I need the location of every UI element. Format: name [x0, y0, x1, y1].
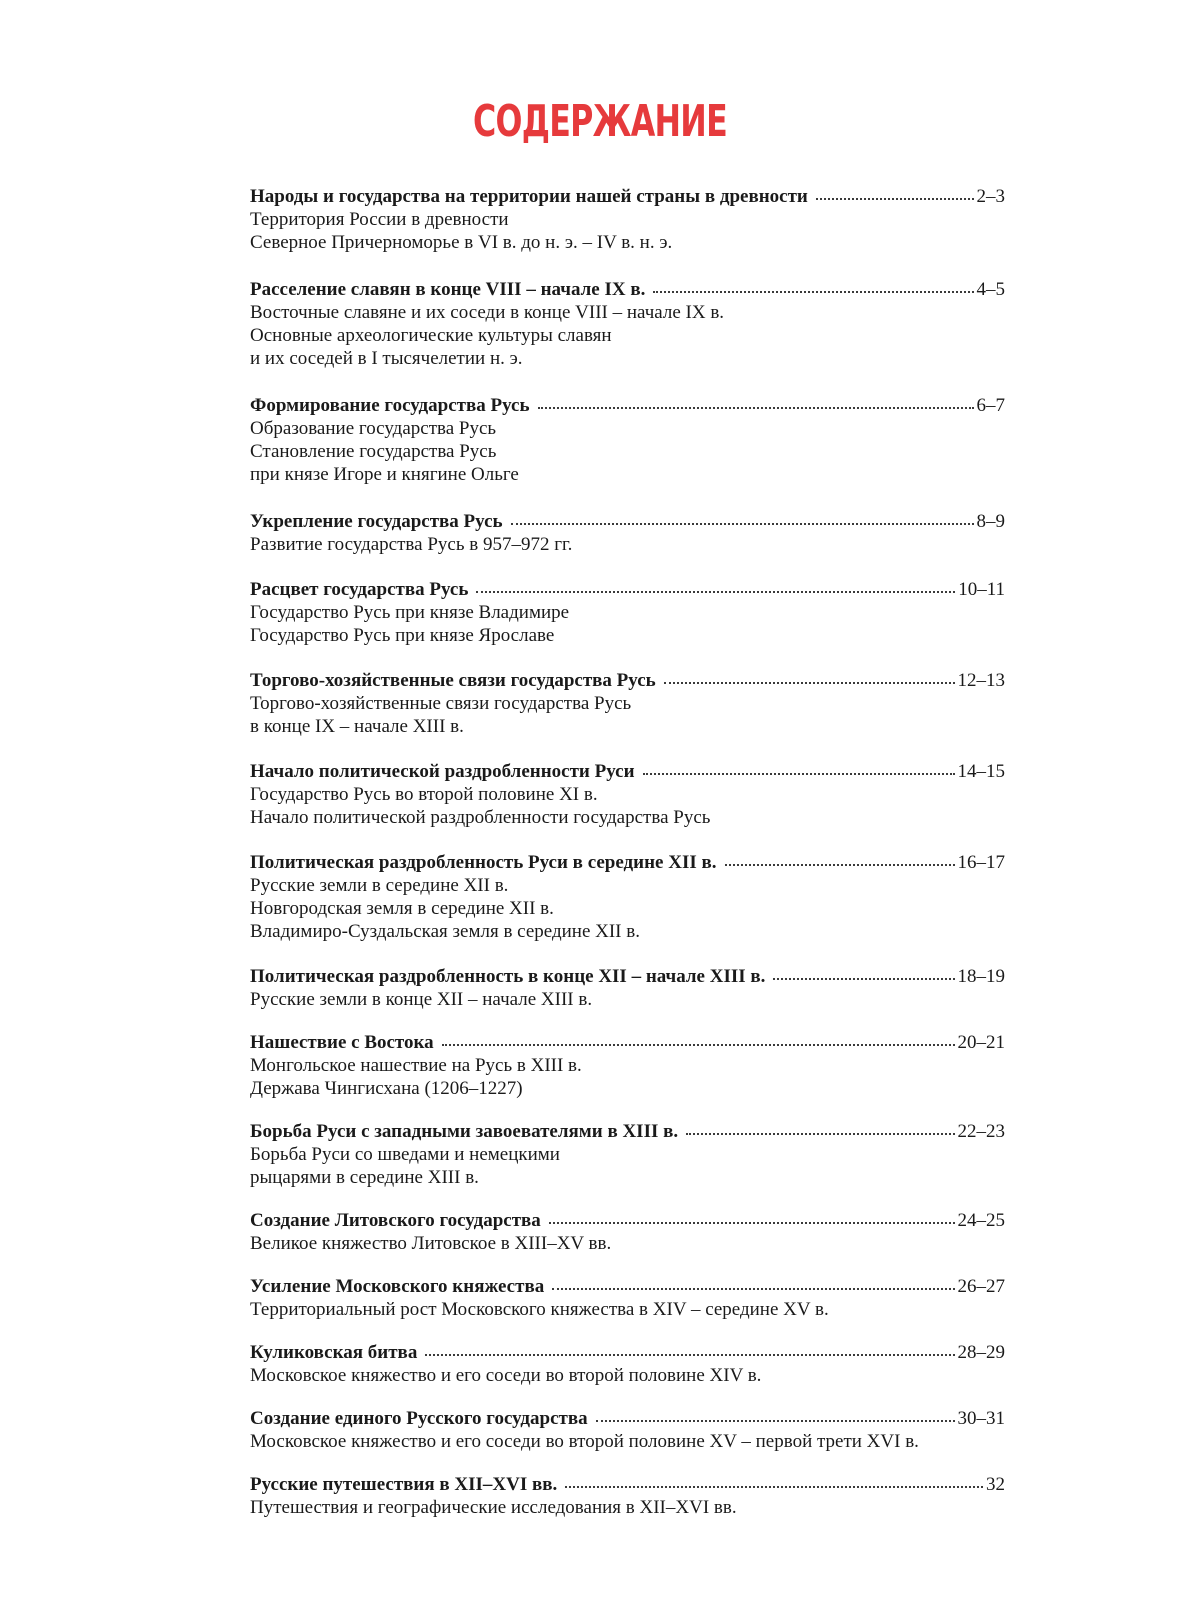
toc-page-numbers: 32 [986, 1474, 1005, 1495]
toc-entry-title: Торгово-хозяйственные связи государства Русь [250, 670, 656, 691]
toc-subentry: Московское княжество и его соседи во второй половине XV – первой трети XVI в. [250, 1431, 919, 1452]
toc-section [250, 1473, 1005, 1519]
toc-subentry: Начало политической раздробленности государства Русь [250, 807, 711, 828]
toc-entry-title: Укрепление государства Русь [250, 511, 503, 532]
toc-page-numbers: 6–7 [976, 395, 1005, 416]
toc-entry-title: Куликовская битва [250, 1342, 418, 1363]
toc-entry[interactable] [250, 278, 1005, 301]
page-title: СОДЕРЖАНИЕ [472, 96, 728, 147]
dot-leader [549, 1220, 955, 1224]
toc-entry[interactable] [250, 185, 1005, 208]
toc-section [250, 1407, 1005, 1453]
toc-section [250, 1341, 1005, 1387]
toc-entry-title: Формирование государства Русь [250, 395, 530, 416]
toc-entry-title: Политическая раздробленность Руси в середине XII в. [250, 852, 717, 873]
toc-entry[interactable] [250, 1473, 1005, 1496]
toc-page-numbers: 22–23 [957, 1121, 1005, 1142]
toc-entry[interactable] [250, 578, 1005, 601]
toc-section [250, 965, 1005, 1011]
toc-subentry: Борьба Руси со шведами и немецкими [250, 1144, 560, 1165]
toc-subentry: в конце IX – начале XIII в. [250, 716, 464, 737]
toc-subentry: Великое княжество Литовское в XIII–XV вв. [250, 1233, 612, 1254]
toc-section [250, 185, 1005, 254]
toc-section [250, 1209, 1005, 1255]
toc-section [250, 278, 1005, 370]
toc-entry[interactable] [250, 669, 1005, 692]
toc-subentry: Образование государства Русь [250, 418, 497, 439]
toc-entry[interactable] [250, 760, 1005, 783]
toc-entry-title: Народы и государства на территории нашей страны в древности [250, 186, 808, 207]
toc-entry-title: Усиление Московского княжества [250, 1276, 545, 1297]
toc-page-numbers: 18–19 [957, 966, 1005, 987]
toc-subentry: Держава Чингисхана (1206–1227) [250, 1078, 523, 1099]
toc-entry[interactable] [250, 1407, 1005, 1430]
toc-page-numbers: 24–25 [957, 1210, 1005, 1231]
toc-page-numbers: 4–5 [976, 279, 1005, 300]
toc-entry-title: Борьба Руси с западными завоевателями в XIII в. [250, 1121, 679, 1142]
dot-leader [643, 771, 955, 775]
toc-subentry: Путешествия и географические исследования в XII–XVI вв. [250, 1497, 737, 1518]
toc-subentry: Восточные славяне и их соседи в конце VIII – начале IX в. [250, 302, 725, 323]
dot-leader [565, 1484, 983, 1488]
toc-section [250, 1031, 1005, 1100]
dot-leader [816, 196, 974, 200]
dot-leader [664, 680, 955, 684]
toc-entry-title: Начало политической раздробленности Руси [250, 761, 635, 782]
dot-leader [511, 521, 974, 525]
toc-page-numbers: 16–17 [957, 852, 1005, 873]
toc-subentry: Государство Русь во второй половине XI в. [250, 784, 598, 805]
toc-subentry: Монгольское нашествие на Русь в XIII в. [250, 1055, 582, 1076]
toc-subentry: рыцарями в середине XIII в. [250, 1167, 479, 1188]
toc-entry-title: Расселение славян в конце VIII – начале IX в. [250, 279, 646, 300]
toc-subentry: Русские земли в середине XII в. [250, 875, 509, 896]
toc-subentry: при князе Игоре и княгине Ольге [250, 464, 519, 485]
toc-section [250, 510, 1005, 556]
toc-entry[interactable] [250, 510, 1005, 533]
toc-entry-title: Политическая раздробленность в конце XII – начале XIII в. [250, 966, 766, 987]
toc-entry[interactable] [250, 1209, 1005, 1232]
toc-entry-title: Создание единого Русского государства [250, 1408, 588, 1429]
dot-leader [773, 976, 954, 980]
toc-subentry: Новгородская земля в середине XII в. [250, 898, 554, 919]
toc-entry[interactable] [250, 1341, 1005, 1364]
toc-entry[interactable] [250, 1275, 1005, 1298]
toc-entry[interactable] [250, 394, 1005, 417]
toc-page-numbers: 8–9 [976, 511, 1005, 532]
toc-subentry: Территория России в древности [250, 209, 509, 230]
toc-entry-title: Создание Литовского государства [250, 1210, 541, 1231]
toc-subentry: Торгово-хозяйственные связи государства Русь [250, 693, 632, 714]
toc-entry[interactable] [250, 965, 1005, 988]
table-of-contents [250, 165, 1005, 1519]
dot-leader [686, 1131, 954, 1135]
toc-entry[interactable] [250, 1031, 1005, 1054]
dot-leader [552, 1286, 954, 1290]
dot-leader [596, 1418, 955, 1422]
toc-page-numbers: 2–3 [976, 186, 1005, 207]
dot-leader [725, 862, 955, 866]
toc-section [250, 1275, 1005, 1321]
toc-page-numbers: 12–13 [957, 670, 1005, 691]
toc-entry-title: Нашествие с Востока [250, 1032, 434, 1053]
toc-subentry: Государство Русь при князе Ярославе [250, 625, 555, 646]
toc-entry[interactable] [250, 851, 1005, 874]
dot-leader [442, 1042, 955, 1046]
dot-leader [538, 405, 974, 409]
dot-leader [476, 589, 955, 593]
toc-subentry: Русские земли в конце XII – начале XIII в. [250, 989, 593, 1010]
toc-subentry: Основные археологические культуры славян [250, 325, 612, 346]
toc-subentry: Государство Русь при князе Владимире [250, 602, 570, 623]
toc-subentry: Владимиро-Суздальская земля в середине XII в. [250, 921, 640, 942]
toc-section [250, 394, 1005, 486]
toc-page-numbers: 30–31 [957, 1408, 1005, 1429]
toc-entry-title: Расцвет государства Русь [250, 579, 469, 600]
toc-subentry: Территориальный рост Московского княжества в XIV – середине XV в. [250, 1299, 829, 1320]
toc-section [250, 851, 1005, 943]
toc-page-numbers: 10–11 [958, 579, 1005, 600]
toc-subentry: Московское княжество и его соседи во второй половине XIV в. [250, 1365, 762, 1386]
toc-page-numbers: 26–27 [957, 1276, 1005, 1297]
toc-section [250, 669, 1005, 738]
toc-section [250, 578, 1005, 647]
dot-leader [653, 289, 973, 293]
dot-leader [425, 1352, 954, 1356]
toc-page-numbers: 14–15 [957, 761, 1005, 782]
toc-section [250, 1120, 1005, 1189]
toc-page-numbers: 28–29 [957, 1342, 1005, 1363]
toc-subentry: Северное Причерноморье в VI в. до н. э. – IV в. н. э. [250, 232, 673, 253]
toc-page-numbers: 20–21 [957, 1032, 1005, 1053]
toc-subentry: Развитие государства Русь в 957–972 гг. [250, 534, 573, 555]
toc-entry[interactable] [250, 1120, 1005, 1143]
toc-subentry: и их соседей в I тысячелетии н. э. [250, 348, 523, 369]
toc-subentry: Становление государства Русь [250, 441, 497, 462]
toc-entry-title: Русские путешествия в XII–XVI вв. [250, 1474, 558, 1495]
toc-section [250, 760, 1005, 829]
